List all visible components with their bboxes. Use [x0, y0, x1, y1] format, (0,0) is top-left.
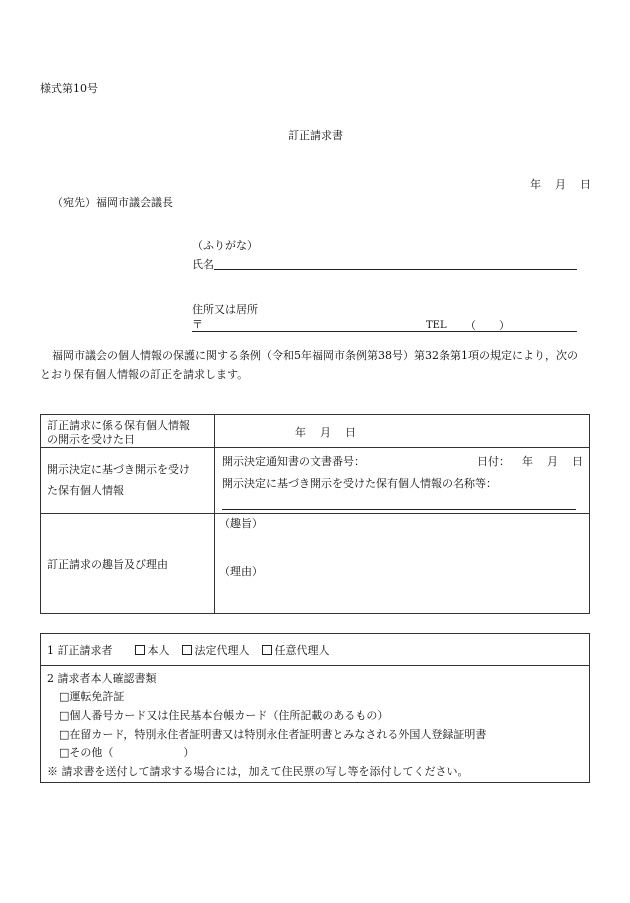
address-label: 住所又は居所: [192, 303, 258, 316]
date-month-label: 月: [555, 178, 566, 191]
id-doc-license[interactable]: □運転免許証: [59, 690, 125, 703]
form-title: 訂正請求書: [288, 129, 343, 142]
intro-line-1: 福岡市議会の個人情報の保護に関する条例（令和5年福岡市条例第38号）第32条第1項の規定により，次の: [52, 349, 578, 362]
info-table: [40, 414, 590, 614]
tel-paren-open: （: [465, 319, 476, 332]
disclosure-date-year: 年: [295, 426, 306, 439]
notice-date-year: 年: [522, 455, 533, 468]
option-legal-label: 法定代理人: [194, 644, 250, 657]
notice-date-day: 日: [572, 455, 583, 468]
mail-note: ※ 請求書を送付して請求する場合には，加えて住民票の写し等を添付してください。: [47, 765, 469, 778]
name-field-line[interactable]: [214, 269, 577, 270]
intro-line-2: とおり保有個人情報の訂正を請求します。: [40, 368, 249, 381]
address-field-line[interactable]: [192, 331, 577, 332]
option-self[interactable]: [135, 644, 170, 657]
info-table-row-divider-1: [41, 447, 589, 448]
addressee: （宛先）福岡市議会議長: [52, 196, 173, 209]
info-table-divider: [214, 415, 215, 613]
disclosure-date-label-line2: の開示を受けた日: [47, 433, 135, 446]
disclosed-info-name-line[interactable]: [222, 509, 576, 510]
requester-label: 1 訂正請求者: [47, 644, 113, 657]
notice-date-month: 月: [547, 455, 558, 468]
id-doc-other[interactable]: [59, 746, 194, 759]
tel-paren-close: ）: [499, 319, 510, 332]
option-voluntary[interactable]: [262, 644, 330, 657]
id-doc-other-open: □その他（: [59, 746, 114, 759]
disclosure-date-label-line1: 訂正請求に係る保有個人情報: [47, 419, 190, 432]
notice-document-number-label: 開示決定通知書の文書番号：: [222, 455, 365, 468]
postal-mark: 〒: [192, 318, 203, 331]
form-number: 様式第10号: [40, 82, 98, 95]
date-year-label: 年: [530, 178, 541, 191]
name-label: 氏名: [192, 258, 214, 271]
option-self-label: 本人: [147, 644, 170, 657]
requester-table: [40, 633, 590, 783]
checkbox-legal[interactable]: [182, 645, 192, 655]
notice-date-label: 日付：: [477, 455, 510, 468]
furigana-label: （ふりがな）: [192, 239, 258, 252]
disclosed-info-label-line2: た保有個人情報: [47, 484, 124, 497]
disclosure-date-day: 日: [345, 426, 356, 439]
requester-table-divider: [41, 665, 589, 666]
date-day-label: 日: [580, 178, 591, 191]
request-date-line: [530, 178, 591, 191]
reason-label: （理由）: [219, 565, 263, 578]
option-voluntary-label: 任意代理人: [274, 644, 330, 657]
disclosed-info-label-line1: 開示決定に基づき開示を受け: [47, 463, 190, 476]
tel-label: TEL: [426, 320, 447, 331]
disclosure-date-value[interactable]: [295, 426, 356, 439]
id-docs-label: 2 請求者本人確認書類: [47, 672, 157, 685]
purpose-reason-label: 訂正請求の趣旨及び理由: [47, 558, 168, 571]
purpose-label: （趣旨）: [219, 517, 263, 530]
requester-row: [47, 644, 330, 657]
checkbox-self[interactable]: [135, 645, 145, 655]
id-doc-residence-card[interactable]: □在留カード，特別永住者証明書又は特別永住者証明書とみなされる外国人登録証明書: [59, 728, 487, 741]
disclosure-date-month: 月: [320, 426, 331, 439]
option-legal[interactable]: [182, 644, 250, 657]
id-doc-mynumber[interactable]: □個人番号カード又は住民基本台帳カード（住所記載のあるもの）: [59, 709, 389, 722]
checkbox-voluntary[interactable]: [262, 645, 272, 655]
disclosed-info-name-label: 開示決定に基づき開示を受けた保有個人情報の名称等：: [222, 477, 497, 490]
id-doc-other-close: ）: [183, 746, 195, 759]
notice-date-field[interactable]: [477, 455, 583, 468]
info-table-row-divider-2: [41, 513, 589, 514]
